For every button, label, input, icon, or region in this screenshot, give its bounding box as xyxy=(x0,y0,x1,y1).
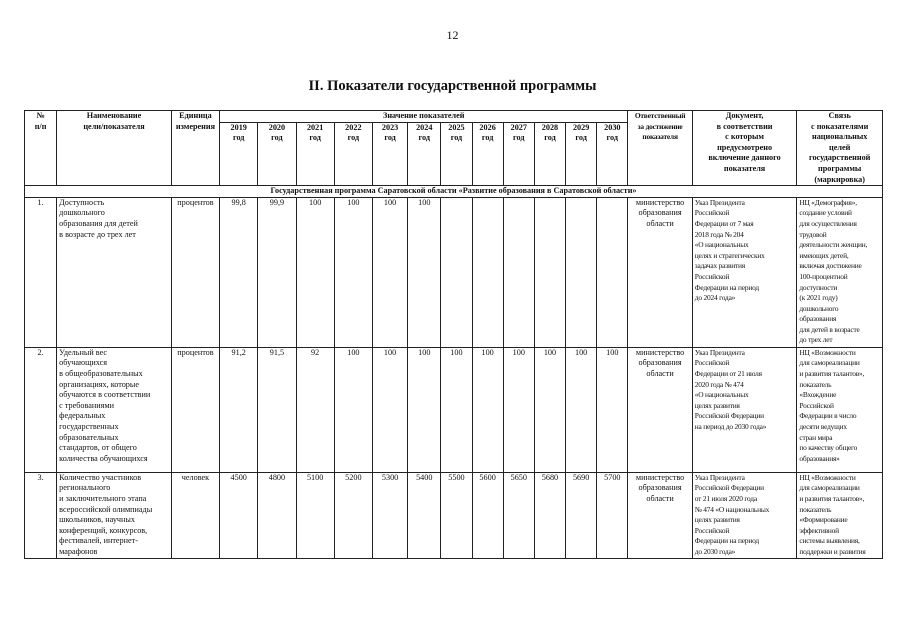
col-header-values-group: Значение показателей xyxy=(220,111,628,123)
year-header-2027 xyxy=(503,122,534,186)
year-label: 2028 xyxy=(541,122,559,132)
value-2024: 5400 xyxy=(408,472,441,558)
value-2022: 5200 xyxy=(334,472,372,558)
section-heading: II. Показатели государственной программы xyxy=(308,78,597,94)
national-goal-link xyxy=(797,472,883,558)
page-number: 12 xyxy=(446,28,459,42)
national-goal-link-line: трудовой xyxy=(799,229,827,239)
national-goal-link-line: показатель xyxy=(799,379,832,389)
header-row xyxy=(25,111,883,123)
responsible xyxy=(628,347,692,472)
value-2030: 5700 xyxy=(597,472,628,558)
year-label: 2027 xyxy=(510,122,527,132)
year-label: 2020 xyxy=(268,122,286,132)
responsible-line: области xyxy=(646,368,674,378)
col-header-number: № п/п xyxy=(25,111,57,186)
responsible-line: области xyxy=(646,218,674,228)
responsible-line: образования xyxy=(638,358,682,368)
value-2029 xyxy=(566,197,597,347)
year-label: 2024 xyxy=(416,122,433,132)
table-row xyxy=(25,472,883,558)
responsible-line: образования xyxy=(638,483,682,493)
responsible-line: области xyxy=(646,493,674,503)
indicator-name-line: школьников, научных xyxy=(59,515,136,525)
national-goal-link-line: по качеству общего xyxy=(799,443,858,453)
indicator-name-line: конференций, конкурсов, xyxy=(59,525,148,535)
document-line: Федерации от 21 июля xyxy=(694,368,762,378)
table-row xyxy=(25,347,883,472)
year-label: 2021 xyxy=(306,122,324,132)
national-goal-link-line: «Формирование xyxy=(799,515,848,525)
year-header-2021 xyxy=(296,122,334,186)
year-suffix: год xyxy=(450,133,463,143)
indicator-name-line: и заключительного этапа xyxy=(59,493,147,503)
document-line: до 2030 года» xyxy=(694,546,736,556)
value-2027 xyxy=(503,197,534,347)
row-number: 1. xyxy=(25,197,57,347)
year-label: 2030 xyxy=(604,122,621,132)
indicator-name-line: Количество участников xyxy=(59,472,142,482)
year-suffix: год xyxy=(575,133,587,143)
col-header-responsible: Ответственный за достижение показателя xyxy=(628,111,692,186)
year-label: 2026 xyxy=(479,122,496,132)
document-line: Российской xyxy=(694,525,730,535)
indicator-name-line: регионального xyxy=(59,483,111,493)
national-goal-link-line: доступности xyxy=(799,282,838,292)
indicators-table xyxy=(24,110,883,559)
document-line: целях развития xyxy=(694,515,740,525)
value-2019: 99,8 xyxy=(220,197,258,347)
value-2023: 100 xyxy=(372,347,407,472)
indicator-name-line: дошкольного xyxy=(59,208,105,218)
national-goal-link-line: и развития талантов», xyxy=(799,368,865,378)
indicator-name-line: фестивалей, интернет- xyxy=(59,536,138,546)
indicator-name-line: обучаются в соответствии xyxy=(59,390,151,400)
value-2025: 5500 xyxy=(441,472,472,558)
national-goal-link-line: образования» xyxy=(799,453,840,463)
national-goal-link-line: стран мира xyxy=(799,432,833,442)
year-suffix: год xyxy=(232,133,245,143)
document-line: Указ Президента xyxy=(694,347,745,357)
year-header-2022 xyxy=(334,122,372,186)
national-goal-link-line: эффективной xyxy=(799,525,839,535)
national-goal-link-line: дошкольного xyxy=(799,303,839,313)
national-goal-link-line: для самореализации xyxy=(799,358,860,368)
indicator-name-line: с требованиями xyxy=(59,400,115,410)
value-2025: 100 xyxy=(441,347,472,472)
year-label: 2019 xyxy=(230,122,247,132)
indicator-name-line: всероссийской олимпиады xyxy=(59,504,153,514)
indicator-name-line: обучающихся xyxy=(59,358,108,368)
value-2028 xyxy=(534,197,565,347)
unit: человек xyxy=(171,472,219,558)
value-2026: 100 xyxy=(472,347,503,472)
year-suffix: год xyxy=(606,133,619,143)
value-2029: 5690 xyxy=(566,472,597,558)
col-header-name: Наименование цели/показателя xyxy=(57,111,172,186)
year-header-2030 xyxy=(597,122,628,186)
national-goal-link-line: имеющих детей, xyxy=(799,250,849,260)
year-suffix: год xyxy=(418,133,431,143)
document-line: задачах развития xyxy=(694,261,745,271)
col-header-link: Связь с показателями национальных целей государственной программы (маркировка) xyxy=(797,111,883,186)
national-goal-link xyxy=(797,197,883,347)
indicator-name-line: федеральных xyxy=(59,411,106,421)
value-2030: 100 xyxy=(597,347,628,472)
national-goal-link-line: НЦ «Возможности xyxy=(799,347,856,357)
year-label: 2029 xyxy=(572,122,590,132)
document-line: Указ Президента xyxy=(694,472,745,482)
national-goal-link-line: включая достижение xyxy=(799,261,862,271)
col-header-unit: Единица измерения xyxy=(171,111,219,186)
document-line: Российской xyxy=(694,208,730,218)
value-2020: 4800 xyxy=(258,472,296,558)
responsible-line: министерство xyxy=(635,347,685,357)
national-goal-link-line: НЦ «Демография», xyxy=(799,197,857,207)
year-label: 2022 xyxy=(345,122,362,132)
national-goal-link-line: десяти ведущих xyxy=(799,421,847,431)
value-2027: 100 xyxy=(503,347,534,472)
national-goal-link-line: показатель xyxy=(799,504,832,514)
year-header-2025 xyxy=(441,122,472,186)
year-header-2028 xyxy=(534,122,565,186)
document-line: 2020 года № 474 xyxy=(694,379,744,389)
value-2024: 100 xyxy=(408,197,441,347)
indicator-name xyxy=(57,197,172,347)
year-suffix: год xyxy=(271,133,283,143)
indicator-name-line: в общеобразовательных xyxy=(59,368,143,378)
document-line: Федерации от 7 мая xyxy=(694,218,754,228)
responsible-line: образования xyxy=(638,208,682,218)
value-2020: 99,9 xyxy=(258,197,296,347)
document-line: Федерации на период xyxy=(694,282,759,292)
year-suffix: год xyxy=(481,133,494,143)
row-number: 2. xyxy=(25,347,57,472)
value-2027: 5650 xyxy=(503,472,534,558)
national-goal-link xyxy=(797,347,883,472)
national-goal-link-line: «Вхождение xyxy=(799,390,837,400)
value-2022: 100 xyxy=(334,197,372,347)
indicator-name xyxy=(57,472,172,558)
year-suffix: год xyxy=(309,133,321,143)
year-label: 2023 xyxy=(381,122,399,132)
document-line: до 2024 года» xyxy=(694,293,736,303)
national-goal-link-line: 100-процентной xyxy=(799,271,848,281)
document-line: «О национальных xyxy=(694,240,749,250)
year-header-2026 xyxy=(472,122,503,186)
national-goal-link-line: создание условий xyxy=(799,208,852,218)
indicator-name-line: государственных xyxy=(59,421,119,431)
responsible xyxy=(628,472,692,558)
national-goal-link-line: для детей в возрасте xyxy=(799,324,860,334)
value-2021: 100 xyxy=(296,197,334,347)
responsible-line: министерство xyxy=(635,472,685,482)
indicator-name-line: образования для детей xyxy=(59,218,138,228)
value-2029: 100 xyxy=(566,347,597,472)
value-2022: 100 xyxy=(334,347,372,472)
document-line: Российской Федерации xyxy=(694,483,764,493)
value-2025 xyxy=(441,197,472,347)
year-header-2020 xyxy=(258,122,296,186)
program-title: Государственная программа Саратовской области «Развитие образования в Саратовской области» xyxy=(25,186,883,198)
document-line: «О национальных xyxy=(694,390,749,400)
value-2020: 91,5 xyxy=(258,347,296,472)
national-goal-link-line: для самореализации xyxy=(799,483,860,493)
value-2024: 100 xyxy=(408,347,441,472)
year-header-2029 xyxy=(566,122,597,186)
program-section-row xyxy=(25,186,883,198)
year-header-2023 xyxy=(372,122,407,186)
year-suffix: год xyxy=(384,133,396,143)
national-goal-link-line: поддержки и развития xyxy=(799,546,866,556)
national-goal-link-line: Российской xyxy=(799,400,834,410)
value-2021: 92 xyxy=(296,347,334,472)
indicator-name-line: марафонов xyxy=(59,546,98,556)
responsible-line: министерство xyxy=(635,197,685,207)
national-goal-link-line: (к 2021 году) xyxy=(799,293,838,303)
national-goal-link-line: НЦ «Возможности xyxy=(799,472,856,482)
value-2023: 100 xyxy=(372,197,407,347)
document xyxy=(692,347,797,472)
indicator-name-line: образовательных xyxy=(59,432,119,442)
document-line: 2018 года № 204 xyxy=(694,229,744,239)
indicator-name-line: Удельный вес xyxy=(59,347,108,357)
document-line: № 474 «О национальных xyxy=(694,504,770,514)
document-line: целях развития xyxy=(694,400,740,410)
document-line: целях и стратегических xyxy=(694,250,765,260)
indicator-name-line: Доступность xyxy=(59,197,105,207)
year-suffix: год xyxy=(544,133,556,143)
national-goal-link-line: деятельности женщин, xyxy=(799,240,868,250)
table-row xyxy=(25,197,883,347)
value-2023: 5300 xyxy=(372,472,407,558)
document-line: Федерации на период xyxy=(694,536,759,546)
indicator-name-line: стандартов, от общего xyxy=(59,443,137,453)
document-line: Российской Федерации xyxy=(694,411,764,421)
row-number: 3. xyxy=(25,472,57,558)
value-2028: 100 xyxy=(534,347,565,472)
indicator-name-line: в возрасте до трех лет xyxy=(59,229,136,239)
year-header-2024 xyxy=(408,122,441,186)
responsible xyxy=(628,197,692,347)
unit: процентов xyxy=(171,347,219,472)
col-header-document: Документ, в соответствии с которым предусмотрено включение данного показателя xyxy=(692,111,797,186)
document-line: Российской xyxy=(694,271,730,281)
national-goal-link-line: образования xyxy=(799,314,837,324)
national-goal-link-line: до трех лет xyxy=(799,335,833,345)
document xyxy=(692,472,797,558)
value-2019: 91,2 xyxy=(220,347,258,472)
year-label: 2025 xyxy=(448,122,465,132)
year-suffix: год xyxy=(513,133,525,143)
document-line: Российской xyxy=(694,358,730,368)
value-2019: 4500 xyxy=(220,472,258,558)
year-header-2019 xyxy=(220,122,258,186)
unit: процентов xyxy=(171,197,219,347)
document-line: от 21 июля 2020 года xyxy=(694,493,757,503)
national-goal-link-line: системы выявления, xyxy=(799,536,860,546)
national-goal-link-line: для осуществления xyxy=(799,218,857,228)
value-2021: 5100 xyxy=(296,472,334,558)
year-suffix: год xyxy=(347,133,360,143)
indicator-name-line: организациях, которые xyxy=(59,379,140,389)
value-2030 xyxy=(597,197,628,347)
national-goal-link-line: и развития талантов», xyxy=(799,493,865,503)
indicator-name-line: количества обучающихся xyxy=(59,453,148,463)
value-2026 xyxy=(472,197,503,347)
national-goal-link-line: Федерации в число xyxy=(799,411,857,421)
document-line: Указ Президента xyxy=(694,197,745,207)
indicator-name xyxy=(57,347,172,472)
document-line: на период до 2030 года» xyxy=(694,421,767,431)
value-2028: 5680 xyxy=(534,472,565,558)
document xyxy=(692,197,797,347)
value-2026: 5600 xyxy=(472,472,503,558)
